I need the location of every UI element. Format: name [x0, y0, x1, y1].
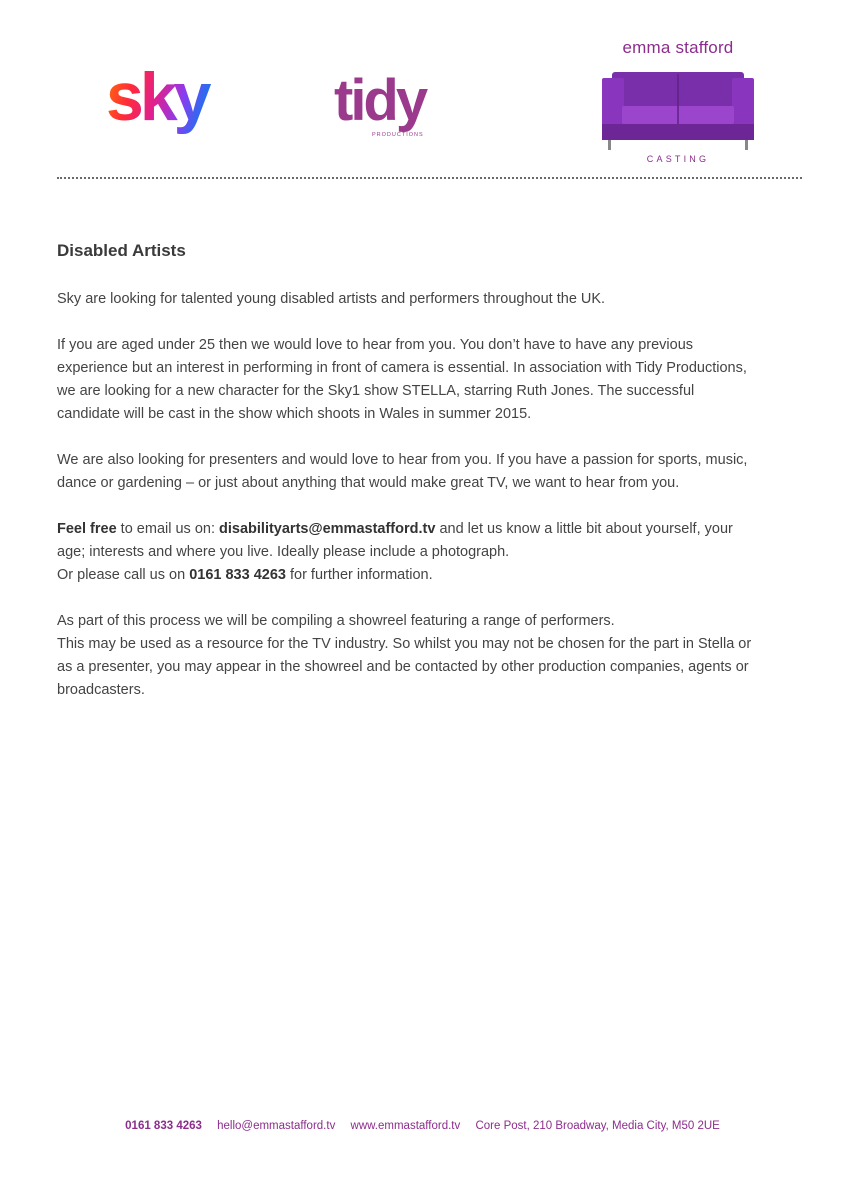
contact-text-1: to email us on:	[116, 521, 220, 537]
contact-text-4: for further information.	[285, 567, 433, 583]
showreel-text-2: This may be used as a resource for the TV industry. So whilst you may not be chosen for the part in Stella or as a presenter, you may appear in the showreel and be contacted by other production companies, agents or broadcasters.	[57, 636, 752, 698]
tidy-logo-text: tidy	[334, 68, 426, 133]
contact-text-3: Or please call us on	[57, 567, 190, 583]
sofa-icon	[600, 66, 756, 152]
sky-logo	[104, 58, 228, 142]
contact-paragraph	[57, 518, 757, 587]
emma-stafford-tagline: CASTING	[646, 154, 710, 164]
intro-paragraph: Sky are looking for talented young disabled artists and performers throughout the UK.	[57, 291, 606, 307]
contact-text-2: and let us know a little bit about yourself, your age; interests and where you live. Ideally please include a photograph.	[57, 521, 733, 560]
eligibility-paragraph: If you are aged under 25 then we would love to hear from you. You don’t have to have any previous experience but an interest in performing in front of camera is essential. In association with Tidy Productions, we are looking for a new character for the Sky1 show STELLA, starring Ruth Jones. The successful candidate will be cast in the show which shoots in Wales in summer 2015.	[57, 337, 747, 422]
contact-email-link[interactable]: disabilityarts@emmastafford.tv	[219, 521, 436, 537]
emma-stafford-logo	[596, 38, 760, 168]
emma-stafford-name: emma stafford	[622, 38, 734, 57]
tidy-logo	[332, 66, 452, 142]
sky-logo-text: sky	[106, 59, 208, 135]
presenters-paragraph: We are also looking for presenters and would love to hear from you. If you have a passion for sports, music, dance or gardening – or just about anything that would make great TV, we want to hear from you.	[57, 452, 748, 491]
footer-address: Core Post, 210 Broadway, Media City, M50 2UE	[475, 1120, 720, 1132]
footer	[0, 1120, 845, 1132]
footer-website[interactable]: www.emmastafford.tv	[350, 1120, 461, 1132]
footer-phone[interactable]: 0161 833 4263	[125, 1120, 202, 1132]
letter-body	[57, 240, 757, 725]
showreel-paragraph	[57, 610, 757, 702]
contact-lead: Feel free	[57, 521, 117, 537]
showreel-text-1: As part of this process we will be compiling a showreel featuring a range of performers.	[57, 613, 615, 629]
header-divider	[57, 177, 802, 179]
contact-phone[interactable]: 0161 833 4263	[189, 567, 286, 583]
page-title: Disabled Artists	[57, 241, 186, 260]
footer-email[interactable]: hello@emmastafford.tv	[217, 1120, 336, 1132]
tidy-logo-subtext: PRODUCTIONS	[372, 132, 424, 138]
